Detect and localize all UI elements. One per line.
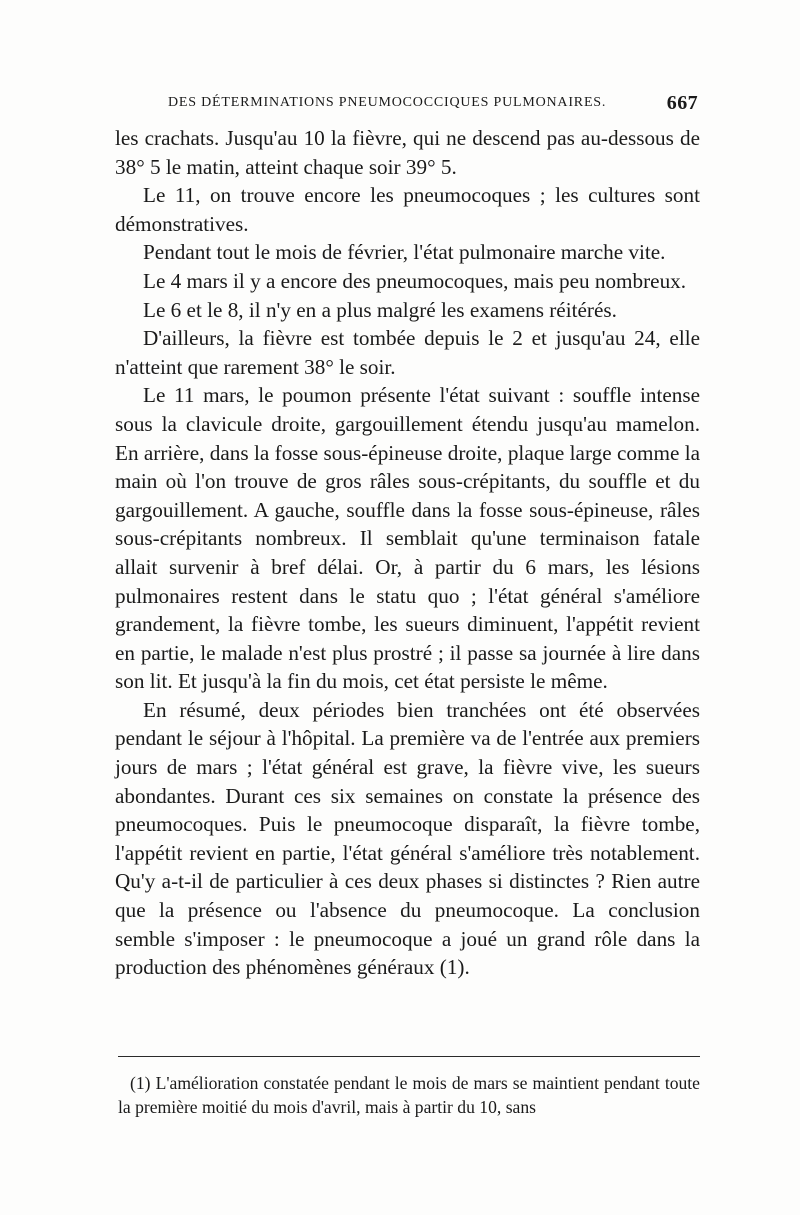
paragraph: les crachats. Jusqu'au 10 la fièvre, qui ne descend pas au-dessous de 38° 5 le matin, atteint chaque soir 39° 5. <box>115 126 700 179</box>
footnote <box>118 1071 700 1119</box>
paragraph: D'ailleurs, la fièvre est tombée depuis le 2 et jusqu'au 24, elle n'atteint que rarement 38° le soir. <box>115 326 700 379</box>
paragraph: Pendant tout le mois de février, l'état pulmonaire marche vite. <box>143 240 666 265</box>
footnote-rule <box>118 1056 700 1057</box>
paragraph: Le 11 mars, le poumon présente l'état suivant : souffle intense sous la clavicule droite, gargouillement étendu jusqu'au mamelon. En arrière, dans la fosse sous-épineuse droite, plaque large comme la main où l'on trouve de gros râles sous-crépitants, du souffle et du gargouillement. A gauche, souffle dans la fosse sous-épineuse, râles sous-crépitants nombreux. Il semblait qu'une terminaison fatale allait survenir à bref délai. Or, à partir du 6 mars, les lésions pulmonaires restent dans le statu quo ; l'état général s'améliore grandement, la fièvre tombe, les sueurs diminuent, l'appétit revient en partie, le malade n'est plus prostré ; il passe sa journée à lire dans son lit. Et jusqu'à la fin du mois, cet état persiste le même. <box>115 383 700 694</box>
paragraph: Le 11, on trouve encore les pneumocoques ; les cultures sont démonstratives. <box>115 183 700 236</box>
running-head <box>168 92 698 121</box>
running-title: DES DÉTERMINATIONS PNEUMOCOCCIQUES PULMONAIRES. <box>168 95 607 110</box>
paragraph: Le 6 et le 8, il n'y en a plus malgré les examens réitérés. <box>143 297 617 322</box>
paragraph: Le 4 mars il y a encore des pneumocoques, mais peu nombreux. <box>143 268 687 293</box>
paragraph: En résumé, deux périodes bien tranchées ont été observées pendant le séjour à l'hôpital. La première va de l'entrée aux premiers jours de mars ; l'état général est grave, la fièvre vive, les sueurs abondantes. Durant ces six semaines on constate la présence des pneumocoques. Puis le pneumocoque disparaît, la fièvre tombe, l'appétit revient en partie, l'état général s'améliore très notablement. Qu'y a-t-il de particulier à ces deux phases si distinctes ? Rien autre que la présence ou l'absence du pneumocoque. La conclusion semble s'imposer : le pneumocoque a joué un grand rôle dans la production des phénomènes généraux (1). <box>115 697 700 980</box>
body-text <box>115 124 700 982</box>
page-number: 667 <box>666 92 698 114</box>
footnote-text: (1) L'amélioration constatée pendant le mois de mars se maintient pendant toute la première moitié du mois d'avril, mais à partir du 10, sans <box>118 1073 700 1117</box>
